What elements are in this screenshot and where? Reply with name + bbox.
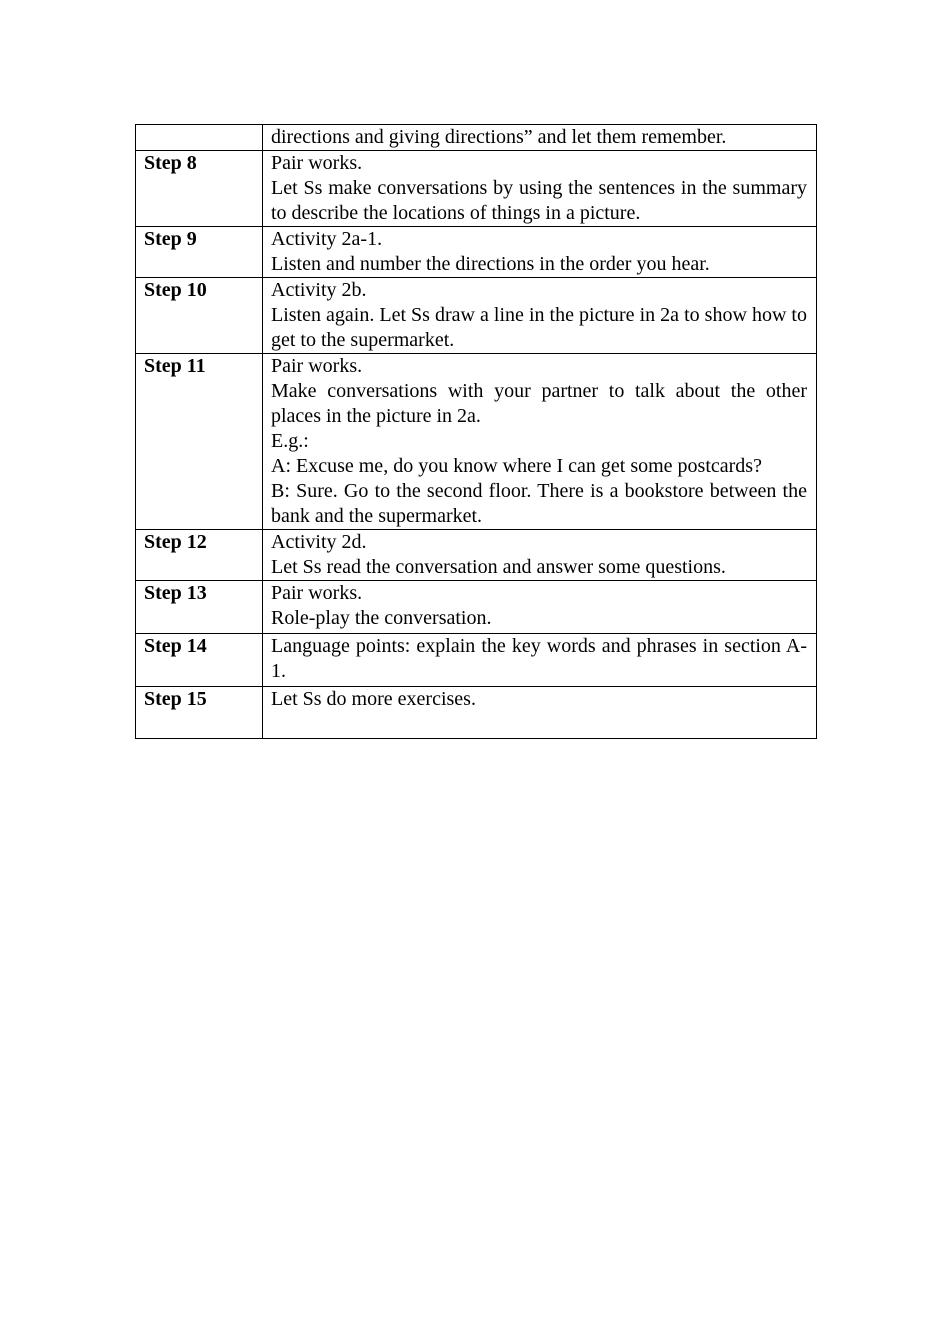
step-content [263, 634, 817, 687]
step-label: Step 12 [136, 530, 263, 581]
table-row [136, 687, 817, 739]
content-line: Role-play the conversation. [271, 607, 492, 629]
content-line: Let Ss make conversations by using the sentences in the summary to describe the locations of things in a picture. [271, 177, 807, 224]
content-line: Activity 2a-1. [271, 228, 383, 250]
step-label: Step 14 [136, 634, 263, 687]
step-content [263, 125, 817, 151]
step-content [263, 278, 817, 354]
step-label: Step 11 [136, 354, 263, 530]
table-row [136, 151, 817, 227]
table-row [136, 581, 817, 634]
table-row [136, 227, 817, 278]
step-content [263, 151, 817, 227]
content-line: E.g.: [271, 430, 309, 452]
table-row [136, 530, 817, 581]
lesson-steps-table [135, 124, 817, 739]
step-content [263, 581, 817, 634]
content-line: Make conversations with your partner to talk about the other places in the picture in 2a. [271, 380, 807, 427]
content-line: Activity 2b. [271, 279, 367, 301]
step-label: Step 10 [136, 278, 263, 354]
content-line: Let Ss do more exercises. [271, 688, 476, 710]
content-line: Activity 2d. [271, 531, 367, 553]
content-line: Pair works. [271, 582, 363, 604]
step-content [263, 687, 817, 739]
content-line: Let Ss read the conversation and answer some questions. [271, 556, 726, 578]
step-label: Step 15 [136, 687, 263, 739]
content-line: directions and giving directions” and let them remember. [271, 126, 727, 148]
step-content [263, 227, 817, 278]
content-line: B: Sure. Go to the second floor. There is a bookstore between the bank and the supermarket. [271, 480, 807, 527]
table-row [136, 278, 817, 354]
step-label: Step 8 [136, 151, 263, 227]
step-label: Step 13 [136, 581, 263, 634]
content-line: Listen and number the directions in the order you hear. [271, 253, 710, 275]
step-label: Step 9 [136, 227, 263, 278]
content-line: Pair works. [271, 355, 363, 377]
table-row [136, 125, 817, 151]
content-line: Language points: explain the key words and phrases in section A-1. [271, 635, 807, 682]
table-row [136, 354, 817, 530]
content-line: Listen again. Let Ss draw a line in the picture in 2a to show how to get to the supermarket. [271, 304, 807, 351]
table-row [136, 634, 817, 687]
step-content [263, 354, 817, 530]
step-content [263, 530, 817, 581]
step-label [136, 125, 263, 151]
content-line: Pair works. [271, 152, 363, 174]
content-line: A: Excuse me, do you know where I can get some postcards? [271, 455, 762, 477]
